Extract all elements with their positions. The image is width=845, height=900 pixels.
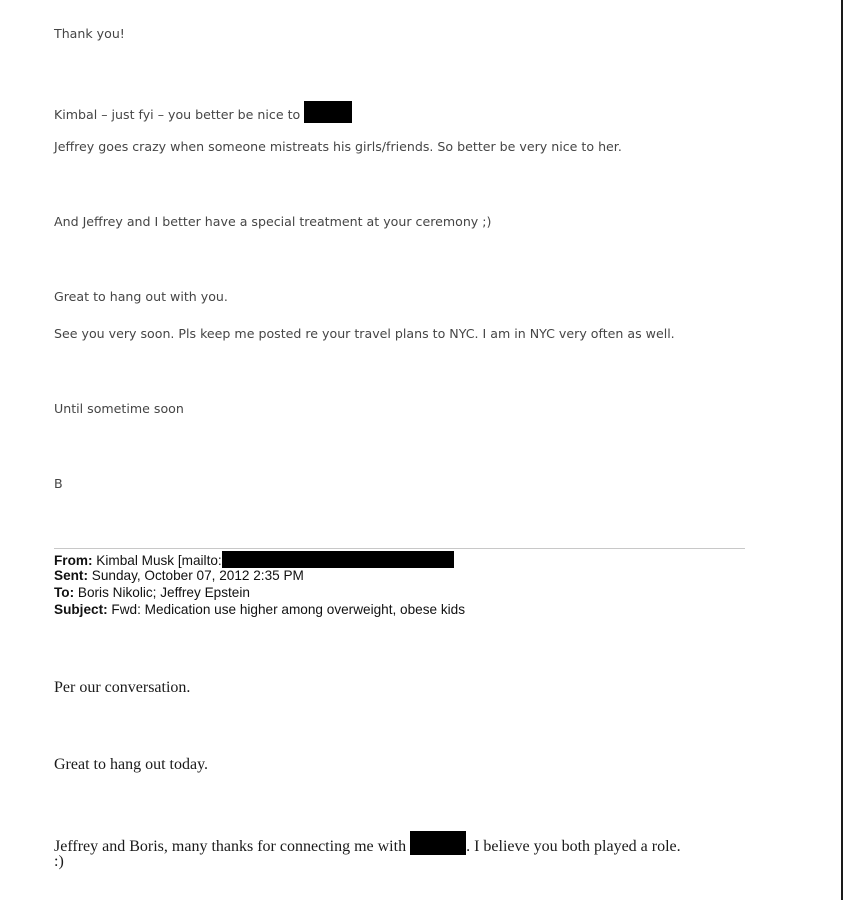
smile-line: :) — [54, 853, 64, 870]
ceremony-line: And Jeffrey and I better have a special treatment at your ceremony ;) — [54, 214, 492, 229]
signature: B — [54, 476, 63, 491]
to-row — [54, 585, 250, 600]
redaction-box — [410, 831, 466, 855]
redaction-box — [222, 551, 454, 568]
great-line: Great to hang out today. — [54, 756, 209, 773]
page-edge — [841, 0, 843, 900]
connecting-line — [54, 831, 681, 856]
redaction-box — [304, 101, 352, 123]
kimbal-line-text: Kimbal – just fyi – you better be nice to — [54, 107, 301, 122]
until-line: Until sometime soon — [54, 401, 184, 416]
hangout-line: Great to hang out with you. — [54, 289, 228, 304]
to-value: Boris Nikolic; Jeffrey Epstein — [77, 585, 250, 600]
subject-row — [54, 602, 465, 617]
kimbal-line — [54, 101, 352, 123]
from-row — [54, 551, 454, 568]
see-you-line: See you very soon. Pls keep me posted re your travel plans to NYC. I am in NYC very often as well. — [54, 326, 675, 341]
connecting-prefix: Jeffrey and Boris, many thanks for connecting me with — [54, 838, 407, 855]
subject-label: Subject: — [54, 602, 108, 617]
sent-label: Sent: — [54, 568, 88, 583]
from-value: Kimbal Musk [mailto: — [96, 553, 222, 568]
subject-value: Fwd: Medication use higher among overweight, obese kids — [111, 602, 466, 617]
sent-row — [54, 568, 304, 583]
jeffrey-line: Jeffrey goes crazy when someone mistreats his girls/friends. So better be very nice to her. — [54, 139, 622, 154]
to-label: To: — [54, 585, 75, 600]
sent-value: Sunday, October 07, 2012 2:35 PM — [91, 568, 304, 583]
connecting-suffix: . I believe you both played a role. — [466, 838, 681, 855]
per-line: Per our conversation. — [54, 679, 191, 696]
from-label: From: — [54, 553, 93, 568]
header-divider — [54, 548, 745, 549]
thanks-line: Thank you! — [54, 26, 125, 41]
